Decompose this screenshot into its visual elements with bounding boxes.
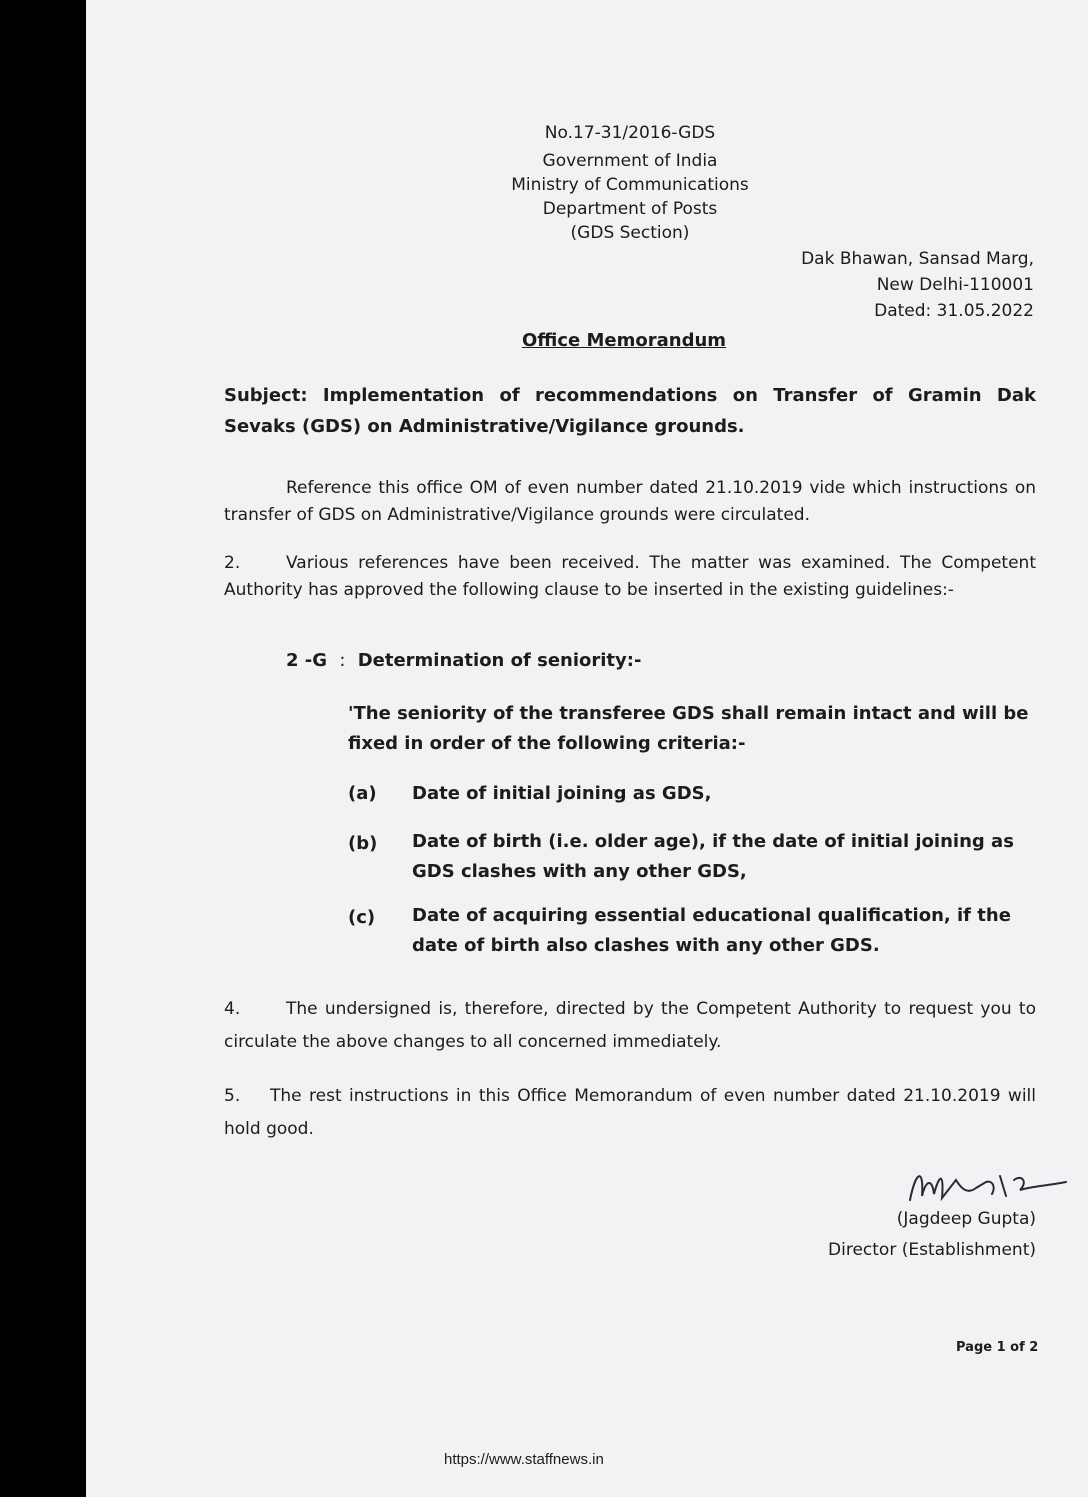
department-line: Department of Posts: [542, 199, 718, 219]
signatory-designation: Director (Establishment): [828, 1240, 1036, 1260]
document-page: [86, 0, 1088, 1497]
address-line-2: New Delhi-110001: [876, 275, 1034, 295]
page-title: Office Memorandum: [522, 330, 727, 351]
criterion-b-label: (b): [348, 833, 378, 854]
clause-heading: [286, 650, 641, 671]
government-line: Government of India: [542, 151, 718, 171]
criterion-a-text: Date of initial joining as GDS,: [412, 783, 712, 804]
dated-line: Dated: 31.05.2022: [874, 301, 1034, 321]
footer-url: https://www.staffnews.in: [444, 1451, 604, 1468]
paragraph-4-number: 4.: [224, 999, 241, 1019]
paragraph-1: Reference this office OM of even number dated 21.10.2019 vide which instructions on transfer of GDS on Administrative/Vigilance grounds were circulated.: [224, 478, 1036, 525]
file-number: No.17-31/2016-GDS: [544, 123, 716, 143]
ministry-line: Ministry of Communications: [511, 175, 749, 195]
clause-intro: 'The seniority of the transferee GDS shall remain intact and will be fixed in order of the following criteria:-: [348, 703, 1029, 754]
paragraph-2-block: [224, 550, 1036, 604]
subject-label: Subject:: [224, 385, 308, 406]
signatory-name: (Jagdeep Gupta): [896, 1209, 1036, 1229]
criterion-b-text: Date of birth (i.e. older age), if the date of initial joining as GDS clashes with any other GDS,: [412, 831, 1014, 882]
paragraph-5-text: The rest instructions in this Office Memorandum of even number dated 21.10.2019 will hold good.: [224, 1086, 1036, 1139]
paragraph-2-text: Various references have been received. The matter was examined. The Competent Authority has approved the following clause to be inserted in the existing guidelines:-: [224, 553, 1036, 600]
subject-block: [224, 380, 1036, 442]
criterion-c-text: Date of acquiring essential educational qualification, if the date of birth also clashes with any other GDS.: [412, 905, 1011, 956]
page-number: Page 1 of 2: [956, 1340, 1039, 1355]
clause-number: 2 -G: [286, 650, 328, 671]
criterion-c-label: (c): [348, 907, 376, 928]
paragraph-4-text: The undersigned is, therefore, directed by the Competent Authority to request you to circulate the above changes to all concerned immediately.: [224, 999, 1036, 1052]
scan-black-edge: [0, 0, 86, 1497]
paragraph-2-number: 2.: [224, 553, 241, 573]
clause-title: Determination of seniority:-: [357, 650, 642, 671]
section-line: (GDS Section): [570, 223, 690, 243]
criterion-a-label: (a): [348, 783, 377, 804]
address-line-1: Dak Bhawan, Sansad Marg,: [801, 249, 1034, 269]
paragraph-4-block: [224, 993, 1036, 1059]
paragraph-5-number: 5.: [224, 1086, 241, 1106]
subject-text: Implementation of recommendations on Transfer of Gramin Dak Sevaks (GDS) on Administrative/Vigilance grounds.: [224, 385, 1036, 437]
paragraph-5-block: [224, 1080, 1036, 1146]
clause-separator: :: [339, 650, 346, 671]
